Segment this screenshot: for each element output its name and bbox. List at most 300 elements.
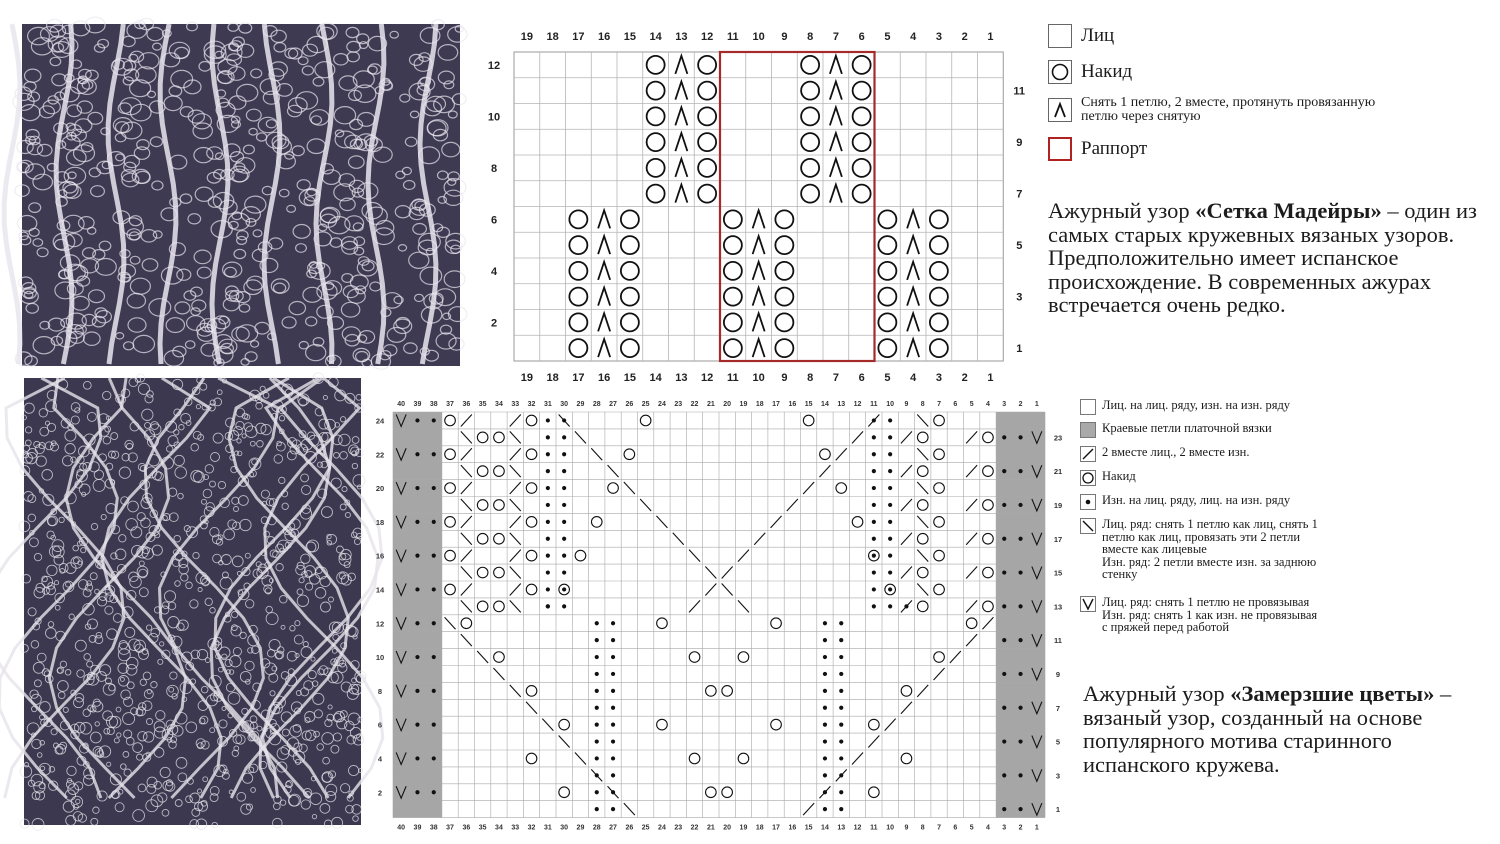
row-tick: 11	[1054, 636, 1062, 646]
column-tick: 4	[910, 372, 917, 384]
ssk-mark	[461, 465, 472, 477]
purl-mark	[1018, 638, 1022, 642]
purl-mark	[432, 723, 436, 727]
purl-mark	[1002, 706, 1006, 710]
yarn-over-mark	[869, 719, 880, 730]
column-tick: 18	[755, 401, 764, 408]
yarn-over-mark	[494, 466, 505, 477]
row-tick: 13	[1053, 602, 1063, 612]
purl-mark	[415, 587, 419, 591]
blank-icon	[1048, 24, 1072, 48]
purl-mark	[839, 739, 843, 743]
column-tick: 38	[429, 401, 438, 408]
circle-icon	[1080, 470, 1096, 486]
ssk-mark	[624, 482, 635, 494]
yarn-over-mark	[689, 753, 700, 764]
legend2-item	[1080, 596, 1317, 634]
yarn-over-mark	[689, 652, 700, 663]
purl-mark	[823, 756, 827, 760]
yarn-over-mark	[477, 466, 488, 477]
yarn-over-mark	[526, 483, 537, 494]
column-tick: 16	[788, 824, 797, 832]
purl-mark	[872, 503, 876, 507]
column-tick: 12	[701, 31, 714, 43]
ssk-mark	[624, 803, 635, 815]
ssk-mark	[559, 414, 570, 426]
column-tick: 4	[985, 401, 990, 408]
row-tick: 10	[375, 653, 385, 663]
purl-mark	[432, 689, 436, 693]
k2tog-mark	[738, 550, 749, 562]
desc-text: – один из самых старых кружевных вязаных узоров. Предположительно имеет испанское происхождение. В современных ажурах встречается очень редко.	[1048, 198, 1477, 317]
yarn-over-mark	[445, 517, 456, 528]
ssk-mark	[461, 499, 472, 511]
purl-mark	[611, 807, 615, 811]
row-tick: 22	[375, 450, 385, 460]
yarn-over-mark	[624, 449, 635, 460]
column-tick: 6	[953, 824, 958, 832]
purl-mark	[562, 452, 566, 456]
column-tick: 26	[625, 401, 634, 408]
column-tick: 17	[772, 824, 780, 832]
ssk-mark	[689, 550, 700, 562]
row-tick: 4	[490, 265, 498, 278]
row-tick: 3	[1016, 291, 1023, 304]
red-box-icon	[1048, 137, 1072, 161]
legend2-item	[1080, 399, 1290, 415]
yarn-over-mark	[526, 517, 537, 528]
ssk-mark	[542, 719, 553, 731]
k2tog-mark	[966, 600, 977, 612]
yarn-over-mark	[575, 550, 586, 561]
purl-mark	[1018, 570, 1022, 574]
column-tick: 18	[755, 824, 764, 832]
purl-mark	[415, 452, 419, 456]
legend2-item	[1080, 422, 1272, 438]
purl-mark	[1018, 469, 1022, 473]
yarn-over-mark	[640, 415, 651, 426]
column-tick: 9	[781, 31, 788, 43]
yarn-over-mark	[494, 533, 505, 544]
column-tick: 18	[546, 372, 559, 384]
purl-mark	[611, 638, 615, 642]
quote-open: «	[1230, 681, 1242, 706]
column-tick: 16	[598, 372, 611, 384]
yarn-over-mark	[983, 432, 994, 443]
ssk-mark	[526, 702, 537, 714]
k2tog-mark	[510, 482, 521, 494]
purl-mark	[611, 689, 615, 693]
yarn-over-mark	[445, 483, 456, 494]
k2tog-mark	[819, 786, 830, 798]
column-tick: 2	[1018, 824, 1023, 832]
column-tick: 13	[837, 401, 846, 408]
legend-label: Раппорт	[1081, 138, 1148, 159]
purl-mark	[1002, 435, 1006, 439]
yarn-over-mark	[934, 415, 945, 426]
column-tick: 3	[935, 372, 942, 384]
frozen-flowers-photo	[24, 378, 361, 825]
k2tog-mark	[966, 465, 977, 477]
yarn-over-mark	[836, 483, 847, 494]
purl-mark	[432, 418, 436, 422]
column-tick: 12	[701, 372, 714, 384]
column-tick: 8	[807, 372, 814, 384]
row-tick: 5	[1016, 240, 1023, 253]
row-tick: 18	[375, 517, 385, 527]
purl-mark	[415, 756, 419, 760]
k2tog-mark	[901, 431, 912, 443]
yarn-over-mark	[934, 449, 945, 460]
purl-mark	[611, 706, 615, 710]
purl-mark	[1018, 604, 1022, 608]
purl-mark	[595, 807, 599, 811]
ssk-mark	[510, 600, 521, 612]
legend2-label: Краевые петли платочной вязки	[1102, 421, 1272, 435]
column-tick: 38	[429, 824, 438, 832]
ssk-mark	[510, 567, 521, 579]
desc-text: – вязаный узор, созданный на основе популярного мотива старинного испанского кружева.	[1083, 681, 1452, 777]
purl-mark	[595, 790, 599, 794]
purl-mark	[546, 587, 550, 591]
purl-mark	[432, 452, 436, 456]
purl-mark	[595, 638, 599, 642]
row-tick: 1	[1016, 343, 1023, 356]
purl-mark	[1018, 503, 1022, 507]
yarn-over-mark	[494, 432, 505, 443]
purl-mark	[611, 723, 615, 727]
purl-mark	[888, 418, 892, 422]
column-tick: 35	[478, 401, 487, 408]
purl-mark	[1018, 672, 1022, 676]
yarn-over-mark	[657, 719, 668, 730]
column-tick: 13	[837, 824, 846, 832]
purl-mark	[562, 503, 566, 507]
legend2-label: Лиц. ряд: снять 1 петлю не провязывая Изн. ряд: снять 1 как изн. не провязывая с пряжей перед работой	[1102, 595, 1318, 634]
column-tick: 10	[752, 31, 765, 43]
column-tick: 18	[546, 31, 559, 43]
yarn-over-mark	[738, 652, 749, 663]
column-tick: 28	[592, 401, 601, 408]
k2tog-mark	[461, 414, 472, 426]
k2tog-mark	[836, 448, 847, 460]
legend2-item	[1080, 470, 1136, 486]
k2tog-mark	[689, 600, 700, 612]
column-tick: 15	[804, 401, 813, 408]
yarn-over-mark	[983, 466, 994, 477]
k2tog-mark	[771, 516, 782, 528]
column-tick: 2	[961, 372, 968, 384]
dot-icon	[1080, 494, 1096, 510]
purl-mark	[415, 790, 419, 794]
purl-mark	[823, 739, 827, 743]
frozen-flowers-description	[1083, 682, 1493, 776]
column-tick: 17	[572, 31, 585, 43]
purl-mark	[839, 638, 843, 642]
column-tick: 23	[674, 401, 683, 408]
k2tog-mark	[852, 431, 863, 443]
column-tick: 3	[935, 31, 942, 43]
column-tick: 1	[1034, 824, 1039, 832]
column-tick: 29	[576, 824, 585, 832]
slash-icon	[1080, 446, 1096, 462]
purl-mark	[562, 435, 566, 439]
yarn-over-mark	[494, 652, 505, 663]
purl-mark	[562, 469, 566, 473]
purl-mark	[1018, 773, 1022, 777]
madeira-mesh-chart	[487, 22, 1040, 388]
purl-mark	[611, 739, 615, 743]
purl-mark	[415, 554, 419, 558]
yarn-over-mark	[526, 550, 537, 561]
column-tick: 17	[572, 372, 585, 384]
column-tick: 39	[413, 824, 422, 832]
desc-prefix: Ажурный узор	[1048, 198, 1196, 223]
k2tog-mark	[461, 583, 472, 595]
purl-mark	[595, 739, 599, 743]
yarn-over-mark	[445, 415, 456, 426]
yarn-over-mark	[494, 601, 505, 612]
purl-mark	[595, 756, 599, 760]
row-tick: 5	[1055, 737, 1061, 747]
yarn-over-mark	[657, 618, 668, 629]
purl-mark	[872, 537, 876, 541]
k2tog-mark	[934, 668, 945, 680]
purl-mark	[888, 604, 892, 608]
row-tick: 6	[377, 720, 383, 730]
madeira-mesh-photo	[22, 24, 460, 366]
yarn-over-mark	[722, 686, 733, 697]
purl-mark	[546, 537, 550, 541]
column-tick: 5	[884, 372, 891, 384]
row-tick: 9	[1055, 669, 1061, 679]
k2tog-mark	[803, 482, 814, 494]
purl-mark	[415, 486, 419, 490]
purl-mark	[611, 756, 615, 760]
yarn-over-mark	[917, 432, 928, 443]
k2tog-mark	[901, 702, 912, 714]
k2tog-mark	[461, 448, 472, 460]
k2tog-mark	[803, 803, 814, 815]
purl-mark	[872, 570, 876, 574]
yarn-over-mark	[526, 753, 537, 764]
purl-mark	[1002, 570, 1006, 574]
k2tog-mark	[510, 414, 521, 426]
row-tick: 4	[377, 754, 383, 764]
purl-mark	[562, 570, 566, 574]
ssk-mark	[461, 634, 472, 646]
k2tog-mark	[787, 499, 798, 511]
yarn-over-mark	[803, 415, 814, 426]
legend2-item	[1080, 494, 1290, 510]
yarn-over-mark	[983, 601, 994, 612]
pattern-name: Замерзшие цветы	[1241, 681, 1424, 706]
purl-mark	[1002, 503, 1006, 507]
purl-mark	[823, 807, 827, 811]
row-tick: 8	[490, 162, 498, 175]
ssk-mark	[510, 499, 521, 511]
ssk-mark	[461, 567, 472, 579]
legend-label: Снять 1 петлю, 2 вместе, протянуть провязанную петлю через снятую	[1081, 95, 1376, 124]
ssk-mark	[722, 583, 733, 595]
yarn-over-mark	[461, 618, 472, 629]
column-tick: 21	[706, 824, 715, 832]
purl-mark	[415, 418, 419, 422]
column-tick: 37	[446, 824, 454, 832]
column-tick: 5	[884, 31, 891, 43]
column-tick: 31	[543, 824, 552, 832]
column-tick: 14	[649, 31, 662, 43]
column-tick: 33	[511, 401, 520, 408]
purl-mark	[546, 520, 550, 524]
k2tog-mark	[705, 583, 716, 595]
purl-mark	[595, 689, 599, 693]
yarn-over-mark	[559, 787, 570, 798]
column-tick: 1	[987, 372, 994, 384]
row-tick: 15	[1053, 568, 1063, 578]
k2tog-mark	[966, 567, 977, 579]
column-tick: 6	[858, 31, 865, 43]
column-tick: 20	[723, 401, 732, 408]
quote-open: «	[1195, 198, 1207, 223]
row-tick: 17	[1053, 534, 1063, 544]
purl-mark	[872, 435, 876, 439]
ssk-mark	[591, 769, 602, 781]
yarn-over-mark	[494, 500, 505, 511]
yarn-over-mark	[901, 686, 912, 697]
k2tog-mark	[901, 499, 912, 511]
column-tick: 8	[920, 824, 925, 832]
purl-mark	[888, 520, 892, 524]
k2tog-mark	[461, 550, 472, 562]
row-tick: 11	[1013, 85, 1026, 98]
yarn-over-mark	[591, 517, 602, 528]
column-tick: 36	[462, 824, 471, 832]
yarn-over-mark	[477, 500, 488, 511]
purl-mark	[562, 554, 566, 558]
yarn-over-mark	[477, 432, 488, 443]
purl-mark	[432, 655, 436, 659]
column-tick: 16	[788, 401, 797, 408]
yarn-over-mark	[477, 533, 488, 544]
ssk-mark	[461, 600, 472, 612]
purl-mark	[839, 689, 843, 693]
column-tick: 2	[1018, 401, 1023, 408]
k2tog-mark	[461, 482, 472, 494]
column-tick: 19	[739, 824, 748, 832]
purl-mark	[839, 807, 843, 811]
purl-mark	[432, 790, 436, 794]
column-tick: 31	[543, 401, 552, 408]
legend-item-yarn-over	[1048, 60, 1132, 84]
row-tick: 9	[1016, 137, 1023, 150]
column-tick: 40	[397, 401, 406, 408]
ssk-mark	[591, 448, 602, 460]
column-tick: 27	[609, 824, 617, 832]
yarn-over-mark	[771, 618, 782, 629]
yarn-over-mark	[494, 567, 505, 578]
madeira-description	[1048, 199, 1488, 317]
purl-mark	[888, 537, 892, 541]
purl-mark	[546, 570, 550, 574]
column-tick: 3	[1002, 824, 1007, 832]
ssk-mark	[608, 786, 619, 798]
yarn-over-mark	[983, 500, 994, 511]
legend-item-knit	[1048, 24, 1114, 48]
column-tick: 5	[969, 824, 974, 832]
purl-mark	[415, 723, 419, 727]
purl-mark	[823, 773, 827, 777]
purl-mark	[595, 723, 599, 727]
yarn-over-mark	[917, 567, 928, 578]
k2tog-mark	[966, 499, 977, 511]
yarn-over-mark	[706, 787, 717, 798]
k2tog-mark	[510, 583, 521, 595]
purl-mark	[823, 723, 827, 727]
purl-mark	[546, 554, 550, 558]
column-tick: 10	[886, 824, 895, 832]
column-tick: 6	[953, 401, 958, 408]
ssk-mark	[917, 583, 928, 595]
ssk-mark	[705, 567, 716, 579]
purl-mark	[595, 621, 599, 625]
yarn-over-mark	[917, 500, 928, 511]
column-tick: 32	[527, 401, 536, 408]
purl-mark	[839, 655, 843, 659]
yarn-over-mark	[820, 449, 831, 460]
purl-mark	[888, 486, 892, 490]
legend-label: Накид	[1081, 61, 1133, 82]
ssk-mark	[559, 736, 570, 748]
purl-mark	[611, 655, 615, 659]
purl-mark	[823, 638, 827, 642]
row-tick: 19	[1053, 500, 1063, 510]
purl-mark	[839, 706, 843, 710]
k2tog-mark	[966, 634, 977, 646]
photo-background	[24, 378, 361, 825]
ssk-mark	[510, 533, 521, 545]
quote-close: »	[1423, 681, 1435, 706]
column-tick: 19	[520, 31, 533, 43]
yarn-over-mark	[559, 719, 570, 730]
purl-mark	[1002, 773, 1006, 777]
column-tick: 36	[462, 401, 471, 408]
row-tick: 20	[375, 484, 385, 494]
ssk-mark	[917, 414, 928, 426]
legend-item-rapport	[1048, 137, 1147, 161]
yarn-over-mark	[934, 550, 945, 561]
k2tog-mark	[901, 465, 912, 477]
ssk-mark	[461, 431, 472, 443]
purl-mark	[888, 435, 892, 439]
row-tick: 16	[375, 551, 385, 561]
purl-mark	[562, 587, 566, 591]
column-tick: 9	[904, 824, 909, 832]
ssk-mark	[917, 550, 928, 562]
purl-mark	[546, 435, 550, 439]
yarn-over-mark	[477, 567, 488, 578]
purl-mark	[1018, 706, 1022, 710]
yarn-over-mark	[852, 517, 863, 528]
column-tick: 24	[658, 824, 666, 832]
column-tick: 11	[870, 824, 878, 832]
yarn-over-mark	[966, 618, 977, 629]
purl-mark	[562, 520, 566, 524]
column-tick: 19	[520, 372, 533, 384]
k2tog-mark	[868, 736, 879, 748]
ssk-mark	[477, 651, 488, 663]
purl-mark	[839, 790, 843, 794]
